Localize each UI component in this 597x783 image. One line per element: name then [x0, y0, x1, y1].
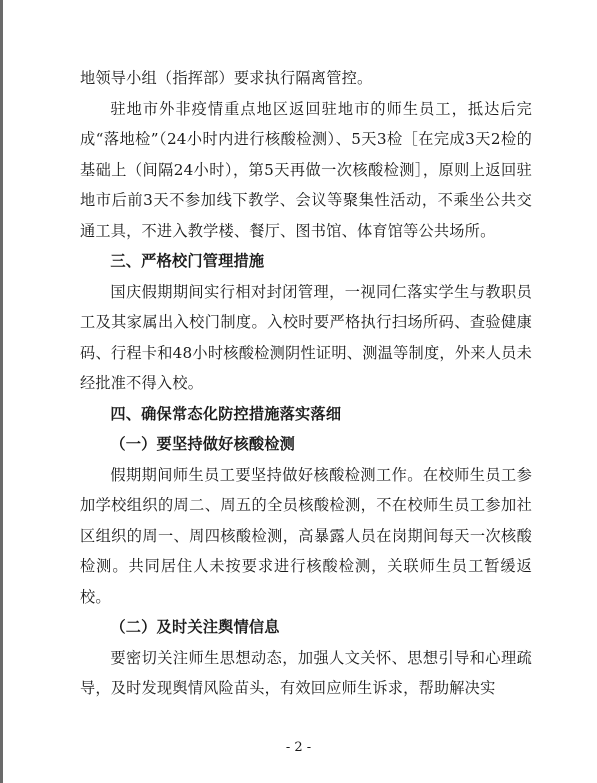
- paragraph-public-opinion: 要密切关注师生思想动态，加强人文关怀、思想引导和心理疏导，及时发现舆情风险苗头，有效回应师生诉求，帮助解决实: [80, 648, 532, 697]
- section-heading-3: 三、严格校门管理措施: [110, 252, 265, 270]
- page-left-edge: [0, 0, 3, 783]
- page-number: - 2 -: [285, 740, 312, 755]
- paragraph-continuation: 地领导小组（指挥部）要求执行隔离管控。: [80, 69, 373, 87]
- section-heading-4: 四、确保常态化防控措施落实落细: [110, 404, 342, 423]
- paragraph-gate-management: 国庆假期期间实行相对封闭管理，一视同仁落实学生与教职员工及其家属出入校门制度。入校时要严格执行扫场所码、查验健康码、行程卡和48小时核酸检测阴性证明、测温等制度，外来人员未经批准不得入校。: [80, 282, 532, 392]
- paragraph-return-testing: 驻地市外非疫情重点地区返回驻地市的师生员工，抵达后完成“落地检”（24小时内进行核酸检测）、5天3检［在完成3天2检的基础上（间隔24小时），第5天再做一次核酸检测］，原则上返回驻地市后前3天不参加线下教学、会议等聚集性活动，不乘坐公共交通工具，不进入教学楼、餐厅、图书馆、体育馆等公共场所。: [80, 99, 532, 240]
- document-body: [80, 63, 532, 704]
- subsection-heading-4-2: （二）及时关注舆情信息: [110, 618, 280, 636]
- paragraph-nucleic-testing: 假期期间师生员工要坚持做好核酸检测工作。在校师生员工参加学校组织的周二、周五的全员核酸检测，不在校师生员工参加社区组织的周一、周四核酸检测，高暴露人员在岗期间每天一次核酸检测。共同居住人未按要求进行核酸检测，关联师生员工暂缓返校。: [80, 465, 532, 606]
- subsection-heading-4-1: （一）要坚持做好核酸检测: [110, 435, 296, 453]
